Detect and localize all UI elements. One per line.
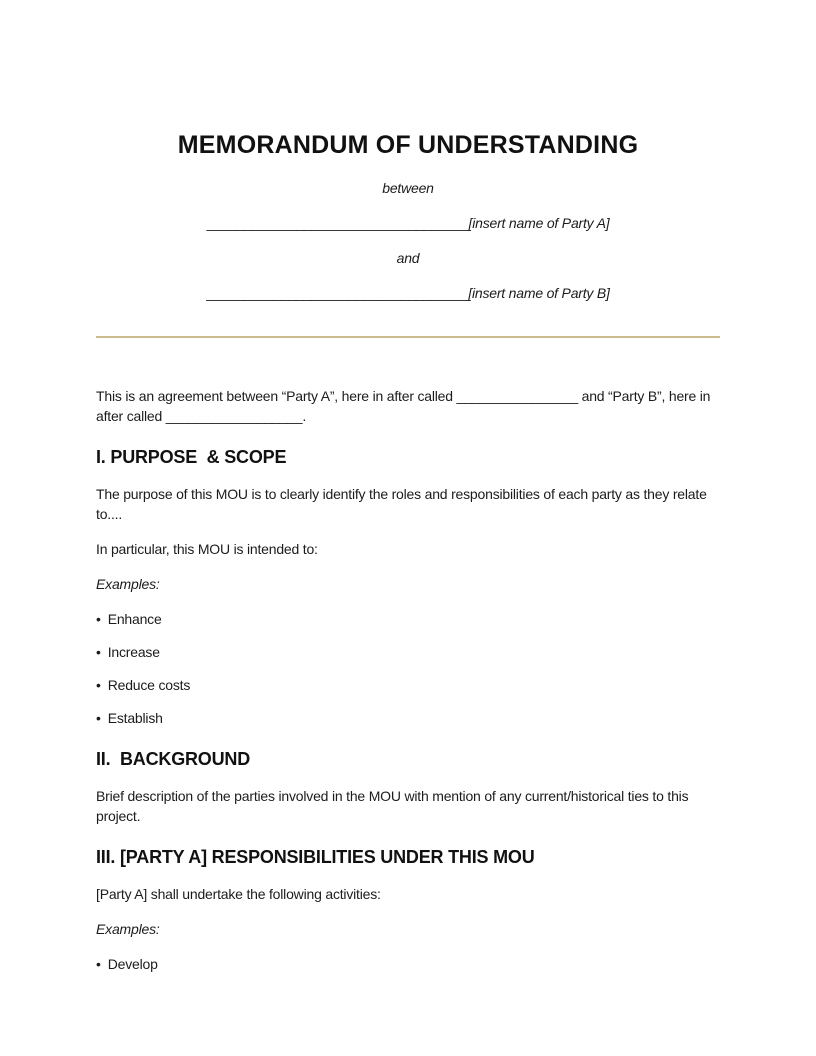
bullet-marker: •: [96, 677, 101, 693]
purpose-paragraph-2: In particular, this MOU is intended to:: [96, 541, 318, 557]
list-item-label: Develop: [107, 956, 158, 972]
background-paragraph: Brief description of the parties involved in the MOU with mention of any current/historical ties to this project.: [96, 788, 693, 824]
section-background-heading: II. BACKGROUND: [96, 749, 250, 769]
purpose-examples-label: Examples:: [96, 576, 160, 592]
intro-paragraph: This is an agreement between “Party A”, here in after called ________________ and “Party B”, here in after called __________________.: [96, 388, 714, 424]
party-b-hint: [insert name of Party B]: [468, 285, 610, 301]
purpose-bullet-list: [96, 609, 720, 728]
and-label: and: [396, 250, 420, 266]
party-a-blank-line: ___________________________________: [206, 215, 469, 231]
list-item-label: Enhance: [107, 611, 162, 627]
bullet-marker: •: [96, 956, 101, 972]
party-a-line: [96, 213, 720, 233]
list-item: [96, 642, 720, 662]
page-title: MEMORANDUM OF UNDERSTANDING: [177, 131, 639, 159]
section-purpose-heading: I. PURPOSE & SCOPE: [96, 447, 287, 467]
party-b-line: [96, 283, 720, 303]
section-divider: [96, 336, 720, 338]
party-a-hint: [insert name of Party A]: [468, 215, 610, 231]
list-item-label: Reduce costs: [107, 677, 191, 693]
party-a-examples-label: Examples:: [96, 921, 160, 937]
list-item-label: Increase: [107, 644, 160, 660]
bullet-marker: •: [96, 644, 101, 660]
bullet-marker: •: [96, 710, 101, 726]
list-item: [96, 609, 720, 629]
between-label: between: [382, 180, 434, 196]
list-item: [96, 954, 720, 974]
bullet-marker: •: [96, 611, 101, 627]
party-a-bullet-list: [96, 954, 720, 974]
party-a-responsibilities-paragraph: [Party A] shall undertake the following activities:: [96, 886, 381, 902]
list-item: [96, 675, 720, 695]
section-party-a-responsibilities-heading: III. [PARTY A] RESPONSIBILITIES UNDER THIS MOU: [96, 847, 535, 867]
purpose-paragraph-1: The purpose of this MOU is to clearly identify the roles and responsibilities of each party as they relate to....: [96, 486, 711, 522]
list-item-label: Establish: [107, 710, 163, 726]
party-b-blank-line: ___________________________________: [206, 285, 469, 301]
list-item: [96, 708, 720, 728]
